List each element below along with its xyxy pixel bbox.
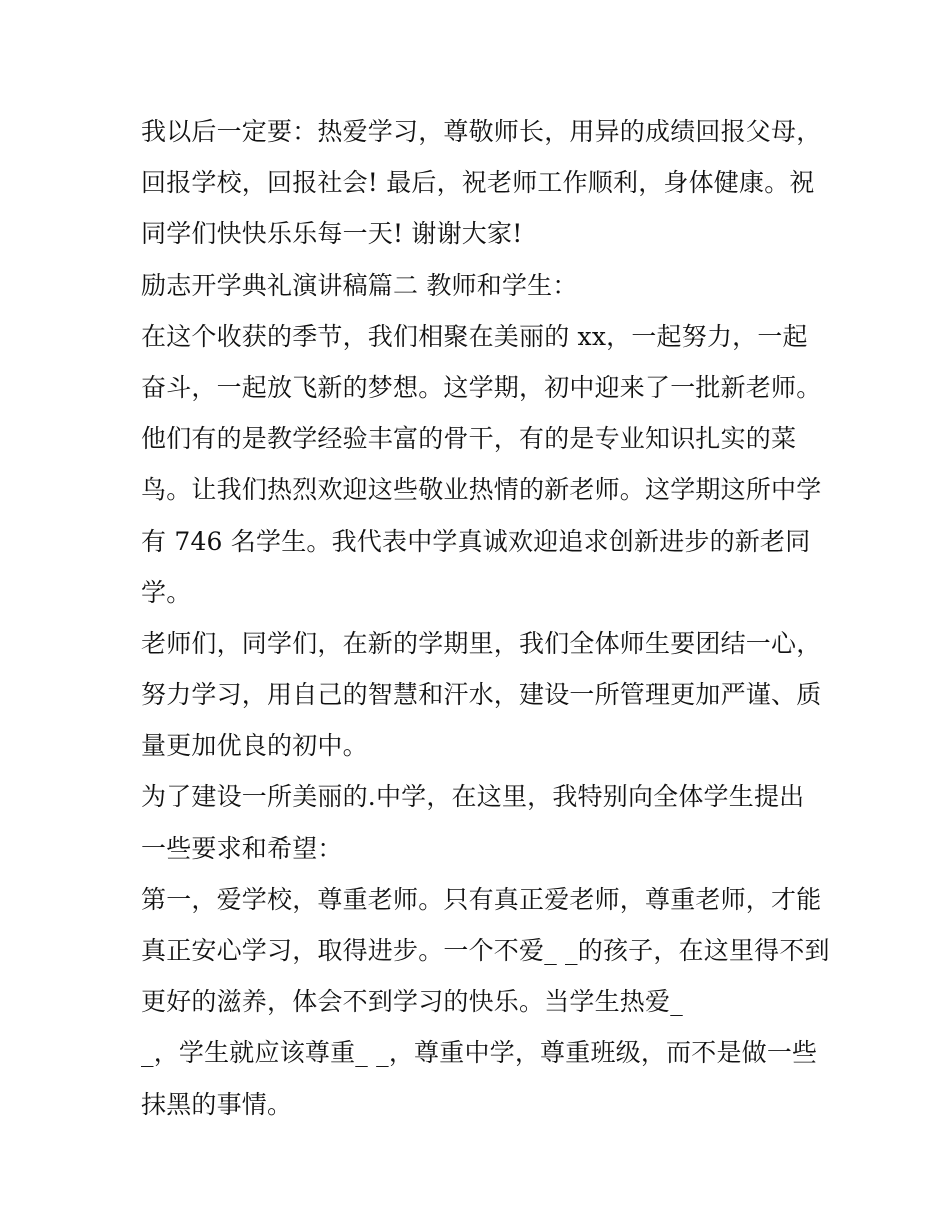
text-line: 在这个收获的季节，我们相聚在美丽的 xx，一起努力，一起 — [141, 321, 808, 351]
text-line: 老师们，同学们，在新的学期里，我们全体师生要团结一心， — [141, 628, 822, 658]
text-line: 真正安心学习，取得进步。一个不爱_ _的孩子，在这里得不到 — [141, 936, 830, 965]
text-line: 学。 — [141, 577, 192, 607]
text-line: 一些要求和希望： — [141, 833, 343, 863]
text-line: 回报学校，回报社会! 最后，祝老师工作顺利，身体健康。祝 — [141, 168, 815, 198]
text-line: 抹黑的事情。 — [141, 1089, 293, 1119]
text-line: 同学们快快乐乐每一天! 谢谢大家! — [141, 219, 523, 249]
text-line: 更好的滋养，体会不到学习的快乐。当学生热爱_ — [141, 987, 683, 1017]
document-body — [141, 106, 830, 1130]
text-line: 奋斗，一起放飞新的梦想。这学期，初中迎来了一批新老师。 — [141, 372, 822, 402]
section-heading: 励志开学典礼演讲稿篇二 教师和学生： — [141, 270, 578, 300]
text-line: 我以后一定要：热爱学习，尊敬师长，用异的成绩回报父母， — [141, 117, 822, 146]
text-line: 他们有的是教学经验丰富的骨干，有的是专业知识扎实的菜 — [141, 424, 797, 454]
text-line: 鸟。让我们热烈欢迎这些敬业热情的新老师。这学期这所中学 — [141, 475, 822, 505]
text-line: 有 746 名学生。我代表中学真诚欢迎追求创新进步的新老同 — [141, 526, 811, 556]
text-line: 为了建设一所美丽的.中学，在这里，我特别向全体学生提出 — [141, 782, 805, 812]
text-line: _，学生就应该尊重_ _，尊重中学，尊重班级，而不是做一些 — [141, 1038, 818, 1068]
text-line: 量更加优良的初中。 — [141, 731, 368, 761]
text-line: 第一，爱学校，尊重老师。只有真正爱老师，尊重老师，才能 — [141, 884, 822, 914]
text-line: 努力学习，用自己的智慧和汗水，建设一所管理更加严谨、质 — [141, 680, 822, 710]
